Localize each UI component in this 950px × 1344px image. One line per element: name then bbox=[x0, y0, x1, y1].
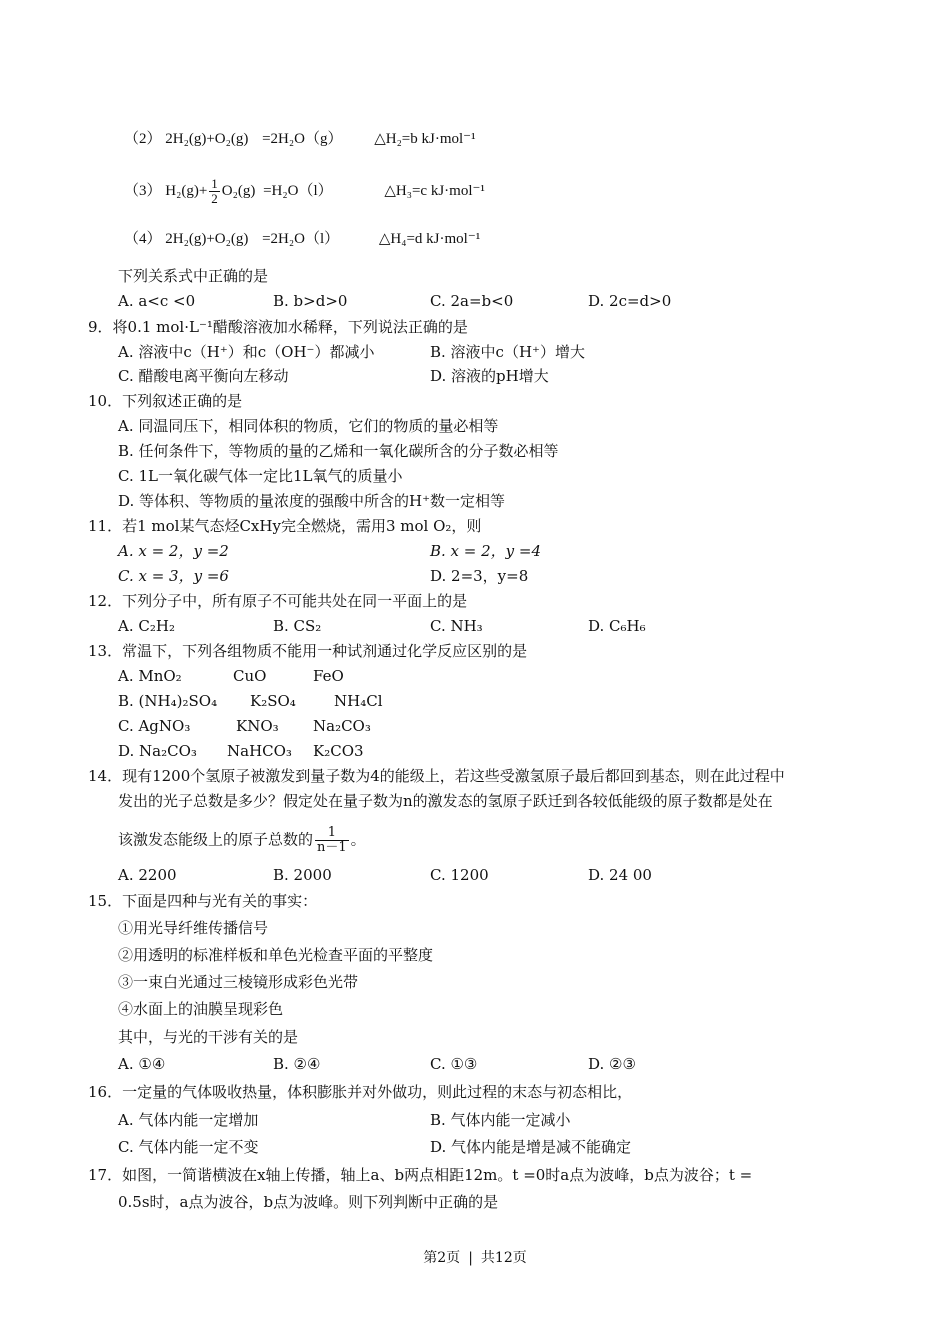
q13-row-b-col2: K₂SO₄ bbox=[250, 692, 296, 710]
q9-option-c: C. 醋酸电离平衡向左移动 bbox=[118, 367, 289, 385]
q13-row-c-col1: C. AgNO₃ bbox=[118, 717, 191, 735]
q12-option-d: D. C₆H₆ bbox=[588, 617, 646, 635]
q15-stem: 15．下面是四种与光有关的事实： bbox=[88, 892, 318, 910]
q14-fraction bbox=[315, 826, 349, 855]
page-footer bbox=[0, 1247, 950, 1267]
q13-row-b-col3: NH₄Cl bbox=[334, 692, 383, 710]
q8-eq3-frac-den: 2 bbox=[211, 191, 218, 206]
q13-row-d-col1: D. Na₂CO₃ bbox=[118, 742, 197, 760]
q15-option-c: C. ①③ bbox=[430, 1055, 478, 1073]
q16-option-d: D. 气体内能是增是减不能确定 bbox=[430, 1138, 632, 1156]
q16-option-b: B. 气体内能一定减小 bbox=[430, 1111, 571, 1129]
q8-eq4-lhs: 2H₂(g)+O₂(g) bbox=[165, 231, 249, 247]
q8-option-a: A. a<c <0 bbox=[118, 292, 196, 310]
q12-option-c: C. NH₃ bbox=[430, 617, 483, 635]
q11-option-d: D. 2=3，y=8 bbox=[430, 567, 529, 585]
q8-option-b: B. b>d>0 bbox=[273, 292, 348, 310]
q8-eq2-dh: △H₂=b kJ·mol⁻¹ bbox=[374, 131, 476, 147]
q8-option-c: C. 2a=b<0 bbox=[430, 292, 514, 310]
q8-eq2 bbox=[124, 129, 476, 149]
q13-row-a-col1: A. MnO₂ bbox=[118, 667, 182, 685]
q16-stem: 16．一定量的气体吸收热量，体积膨胀并对外做功，则此过程的末态与初态相比， bbox=[88, 1083, 633, 1101]
q12-stem: 12．下列分子中，所有原子不可能共处在同一平面上的是 bbox=[88, 592, 468, 610]
q8-eq3-lhs-b: O₂(g) bbox=[221, 182, 256, 199]
q14-line1: 14．现有1200个氢原子被激发到量子数为4的能级上，若这些受激氢原子最后都回到基态，则在此过程中 bbox=[88, 767, 785, 785]
q8-eq3-frac-num: 1 bbox=[211, 176, 218, 191]
q8-eq2-label: （2） bbox=[124, 131, 162, 147]
q13-row-d-col2: NaHCO₃ bbox=[227, 742, 292, 760]
q9-stem: 9．将0.1 mol·L⁻¹醋酸溶液加水稀释，下列说法正确的是 bbox=[88, 318, 468, 336]
q14-line3-text: 该激发态能级上的原子总数的 bbox=[118, 830, 314, 849]
q8-option-d: D. 2c=d>0 bbox=[588, 292, 672, 310]
q17-line1: 17．如图，一简谐横波在x轴上传播，轴上a、b两点相距12m。t =0时a点为波峰，b点为波谷；t = bbox=[88, 1166, 753, 1184]
q14-frac-num: 1 bbox=[315, 826, 349, 841]
q13-row-a-col2: CuO bbox=[233, 667, 267, 685]
q8-eq3-dh: △H₃=c kJ·mol⁻¹ bbox=[384, 182, 485, 199]
q15-option-a: A. ①④ bbox=[118, 1055, 166, 1073]
q13-row-c-col3: Na₂CO₃ bbox=[313, 717, 371, 735]
q15-option-b: B. ②④ bbox=[273, 1055, 321, 1073]
q16-option-a: A. 气体内能一定增加 bbox=[118, 1111, 259, 1129]
q13-row-c-col2: KNO₃ bbox=[236, 717, 279, 735]
q12-option-b: B. CS₂ bbox=[273, 617, 322, 635]
q14-line2: 发出的光子总数是多少？假定处在量子数为n的激发态的氢原子跃迁到各较低能级的原子数都是处在 bbox=[118, 792, 773, 810]
page-total: 共12页 bbox=[480, 1250, 527, 1266]
q8-eq3 bbox=[124, 177, 485, 206]
q8-eq2-rhs: =2H₂O（g） bbox=[262, 131, 343, 147]
q10-option-a: A. 同温同压下，相同体积的物质，它们的物质的量必相等 bbox=[118, 417, 499, 435]
q8-eq4-label: （4） bbox=[124, 231, 162, 247]
q8-eq2-lhs: 2H₂(g)+O₂(g) bbox=[165, 131, 249, 147]
q11-option-b: B. x = 2，y =4 bbox=[430, 542, 542, 560]
q11-option-a: A. x = 2，y =2 bbox=[118, 542, 229, 560]
q8-eq3-fraction bbox=[209, 177, 220, 206]
q12-option-a: A. C₂H₂ bbox=[118, 617, 175, 635]
q11-stem: 11．若1 mol某气态烃CxHy完全燃烧，需用3 mol O₂，则 bbox=[88, 517, 482, 535]
q11-option-c: C. x = 3，y =6 bbox=[118, 567, 229, 585]
q17-line2: 0.5s时，a点为波谷，b点为波峰。则下列判断中正确的是 bbox=[118, 1193, 499, 1211]
q10-option-c: C. 1L一氧化碳气体一定比1L氧气的质量小 bbox=[118, 467, 403, 485]
q9-option-a: A. 溶液中c（H⁺）和c（OH⁻）都减小 bbox=[118, 343, 375, 361]
q14-option-b: B. 2000 bbox=[273, 866, 332, 884]
q14-line3 bbox=[118, 826, 366, 855]
q10-stem: 10．下列叙述正确的是 bbox=[88, 392, 243, 410]
footer-separator: | bbox=[468, 1250, 473, 1266]
q15-ask: 其中，与光的干涉有关的是 bbox=[118, 1028, 299, 1046]
q15-fact-3: ③一束白光通过三棱镜形成彩色光带 bbox=[118, 973, 359, 991]
q14-option-c: C. 1200 bbox=[430, 866, 489, 884]
q16-option-c: C. 气体内能一定不变 bbox=[118, 1138, 259, 1156]
q14-frac-den: n－1 bbox=[317, 840, 347, 855]
q8-eq3-rhs: =H₂O（l） bbox=[263, 182, 333, 199]
q8-eq3-label: （3） bbox=[124, 182, 162, 199]
q15-fact-4: ④水面上的油膜呈现彩色 bbox=[118, 1000, 284, 1018]
q8-stem: 下列关系式中正确的是 bbox=[118, 267, 269, 285]
q15-fact-2: ②用透明的标准样板和单色光检查平面的平整度 bbox=[118, 946, 434, 964]
q9-option-d: D. 溶液的pH增大 bbox=[430, 367, 549, 385]
q15-option-d: D. ②③ bbox=[588, 1055, 636, 1073]
q10-option-b: B. 任何条件下，等物质的量的乙烯和一氧化碳所含的分子数必相等 bbox=[118, 442, 559, 460]
q10-option-d: D. 等体积、等物质的量浓度的强酸中所含的H⁺数一定相等 bbox=[118, 492, 506, 510]
q15-fact-1: ①用光导纤维传播信号 bbox=[118, 919, 269, 937]
page-number: 第2页 bbox=[423, 1250, 461, 1266]
q13-row-a-col3: FeO bbox=[313, 667, 344, 685]
q8-eq4-rhs: =2H₂O（l） bbox=[262, 231, 340, 247]
q8-eq4 bbox=[124, 229, 480, 249]
q13-stem: 13．常温下，下列各组物质不能用一种试剂通过化学反应区别的是 bbox=[88, 642, 528, 660]
q13-row-b-col1: B. (NH₄)₂SO₄ bbox=[118, 692, 218, 710]
q9-option-b: B. 溶液中c（H⁺）增大 bbox=[430, 343, 585, 361]
q8-eq4-dh: △H₄=d kJ·mol⁻¹ bbox=[378, 231, 481, 247]
q8-eq3-lhs-a: H₂(g)+ bbox=[165, 182, 208, 199]
q14-option-d: D. 24 00 bbox=[588, 866, 652, 884]
q14-line3-end: 。 bbox=[350, 830, 366, 849]
q13-row-d-col3: K₂CO3 bbox=[313, 742, 364, 760]
q14-option-a: A. 2200 bbox=[118, 866, 177, 884]
